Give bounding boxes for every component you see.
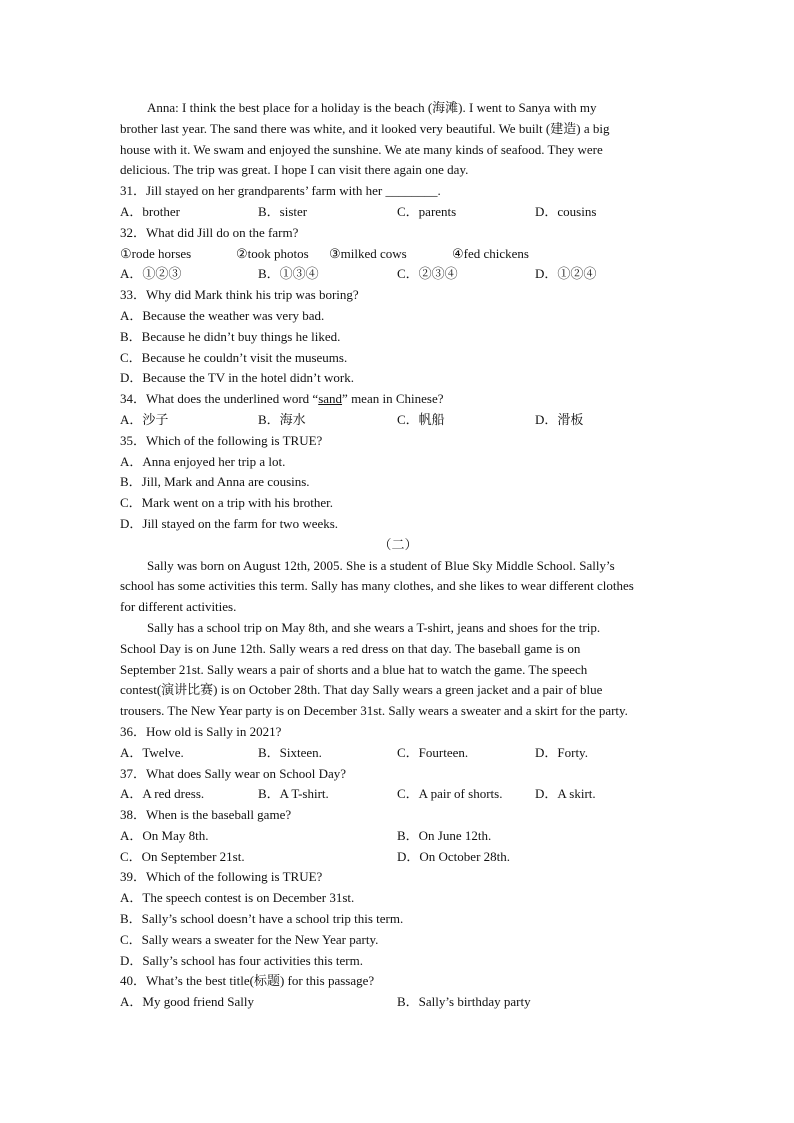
option-row [120,410,676,431]
passage-2 [120,556,676,722]
option-d: D．①②④ [535,266,597,282]
question-32 [120,223,676,285]
question-stem: 36．How old is Sally in 2021? [120,723,282,739]
question-stem: 31．Jill stayed on her grandparents’ farm with her ________. [120,183,441,199]
option-c: C．On September 21st. [120,848,245,864]
section-2-title: （二） [378,536,418,552]
option-row [120,992,676,1013]
passage-line: Sally has a school trip on May 8th, and she wears a T-shirt, jeans and shoes for the trip. [147,619,601,635]
option-a: A．The speech contest is on December 31st. [120,890,355,906]
option-row [120,826,676,847]
passage-line: September 21st. Sally wears a pair of shorts and a blue hat to watch the game. The speech [120,661,588,677]
option-b: B．①③④ [258,266,319,282]
option-b: B．Because he didn’t buy things he liked. [120,328,341,344]
option-row [120,784,676,805]
option-b: B．Sixteen. [258,744,322,760]
question-stem: 32．What did Jill do on the farm? [120,224,299,240]
option-d: D．Forty. [535,744,588,760]
question-36 [120,722,676,764]
question-38 [120,805,676,867]
option-b: B．Jill, Mark and Anna are cousins. [120,474,310,490]
option-b: B．On June 12th. [397,827,492,843]
stem-pre: 34．What does the underlined word “ [120,391,319,407]
option-d: D．Sally’s school has four activities this term. [120,952,363,968]
passage-line: Anna: I think the best place for a holiday is the beach (海滩). I went to Sanya with my [147,100,597,115]
option-b: B．sister [258,203,308,219]
question-34 [120,389,676,431]
item-3: ③milked cows [329,245,407,261]
option-row [120,847,676,868]
question-37 [120,764,676,806]
option-d: D．On October 28th. [397,848,511,864]
option-d: D．滑板 [535,411,584,427]
question-stem [120,389,676,410]
option-a: A．Twelve. [120,744,184,760]
option-a: A．My good friend Sally [120,994,254,1010]
option-row [120,202,676,223]
option-c: C．Because he couldn’t visit the museums. [120,349,348,365]
option-b: B．海水 [258,411,306,427]
passage-line: contest(演讲比赛) is on October 28th. That day Sally wears a green jacket and a pair of blue [120,682,603,698]
option-c: C．A pair of shorts. [397,786,503,802]
option-c: C．②③④ [397,266,458,282]
option-b: B．Sally’s birthday party [397,994,531,1010]
passage-line: Sally was born on August 12th, 2005. She is a student of Blue Sky Middle School. Sally’s [147,557,615,573]
option-d: D．A skirt. [535,786,596,802]
passage-line: delicious. The trip was great. I hope I can visit there again one day. [120,162,469,178]
question-35 [120,431,676,535]
option-c: C．Sally wears a sweater for the New Year party. [120,931,379,947]
passage-line: brother last year. The sand there was white, and it looked very beautiful. We built (建造) a big [120,120,610,136]
question-40 [120,971,676,1013]
item-1: ①rode horses [120,245,192,261]
option-a: A．①②③ [120,266,182,282]
option-a: A．Anna enjoyed her trip a lot. [120,453,286,469]
exam-page [120,98,676,1013]
question-stem: 37．What does Sally wear on School Day? [120,765,347,781]
option-c: C．帆船 [397,411,445,427]
option-c: C．parents [397,203,457,219]
question-33 [120,285,676,389]
option-b: B．Sally’s school doesn’t have a school trip this term. [120,911,404,927]
option-c: C．Fourteen. [397,744,469,760]
option-a: A．Because the weather was very bad. [120,307,325,323]
option-row [120,743,676,764]
passage-line: trousers. The New Year party is on December 31st. Sally wears a sweater and a skirt for the party. [120,703,628,719]
option-b: B．A T-shirt. [258,786,329,802]
passage-line: house with it. We swam and enjoyed the sunshine. We ate many kinds of seafood. They were [120,141,603,157]
underlined-word: sand [318,391,343,407]
option-d: D．Jill stayed on the farm for two weeks. [120,515,339,531]
option-d: D．cousins [535,203,597,219]
question-stem: 35．Which of the following is TRUE? [120,432,323,448]
stem-post: ” mean in Chinese? [342,391,444,407]
question-stem: 40．What’s the best title(标题) for this passage? [120,973,375,989]
item-4: ④fed chickens [452,245,529,261]
option-row [120,264,676,285]
item-row [120,244,676,265]
question-39 [120,867,676,971]
question-stem: 33．Why did Mark think his trip was boring? [120,287,359,303]
question-stem: 39．Which of the following is TRUE? [120,869,323,885]
passage-1-end [120,98,676,181]
option-a: A．On May 8th. [120,827,209,843]
passage-line: school has some activities this term. Sally has many clothes, and she likes to wear different clothes [120,578,634,594]
question-stem: 38．When is the baseball game? [120,807,292,823]
option-a: A．沙子 [120,411,169,427]
option-c: C．Mark went on a trip with his brother. [120,495,334,511]
option-d: D．Because the TV in the hotel didn’t work. [120,370,354,386]
option-a: A．brother [120,203,180,219]
option-a: A．A red dress. [120,786,205,802]
passage-line: School Day is on June 12th. Sally wears a red dress on that day. The baseball game is on [120,640,581,656]
question-31 [120,181,676,223]
passage-line: for different activities. [120,599,237,615]
item-2: ②took photos [236,245,309,261]
